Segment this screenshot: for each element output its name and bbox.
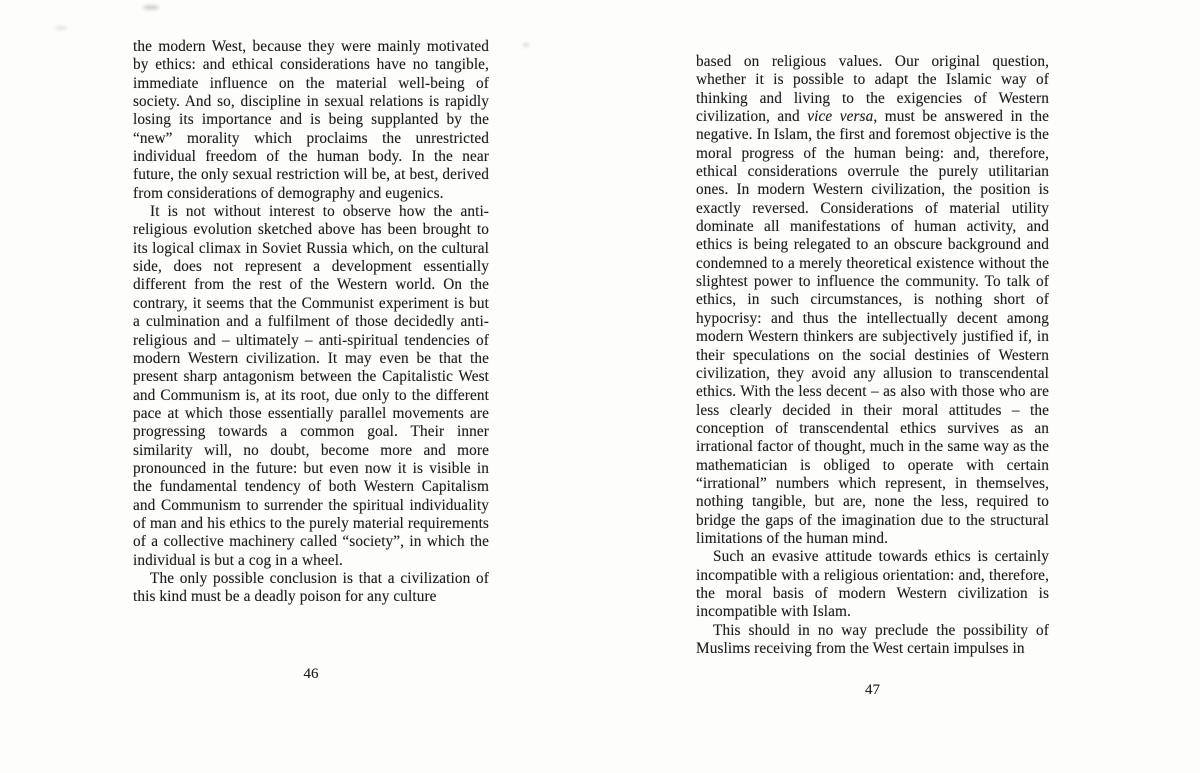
text-run: It is not without interest to observe how the anti-religious evolution sketched above has been brought to its logical climax in Soviet Russia which, on the cultural side, does not represent a development essentially different from the rest of the Western world. On the contrary, it seems that the Communist experiment is but a culmination and a fulfilment of those decidedly anti-religious and – ultimately – anti-spiritual tendencies of modern Western civilization. It may even be that the present sharp antagonism between the Capitalistic West and Communism is, at its root, due only to the different pace at which those essentially parallel movements are progressing towards a common goal. Their inner similarity will, no doubt, become more and more pronounced in the future: but even now it is visible in the fundamental tendency of both Western Capitalism and Communism to surrender the spiritual individuality of man and his ethics to the purely material requirements of a collective machinery called “society”, in which the individual is but a cog in a wheel. [133,203,489,569]
scan-smudge [523,43,529,47]
page-left-text-column [133,38,489,607]
text-run: The only possible conclusion is that a civilization of this kind must be a deadly poison for any culture [133,569,489,606]
text-run: based on religious values. Our original question, whether it is possible to adapt the Islamic way of thinking and living to the exigencies of Western civilization, and [696,53,1049,126]
paragraph [133,570,489,607]
paragraph [696,548,1049,621]
paragraph [133,38,489,203]
scan-smudge [143,5,159,10]
text-run: Such an evasive attitude towards ethics is certainly incompatible with a religious orientation: and, therefore, the moral basis of modern Western civilization is incompatible with Islam. [696,548,1049,621]
scan-smudge [55,26,67,30]
text-run: This should in no way preclude the possibility of Muslims receiving from the West certain impulses in [696,621,1049,657]
page-right-text-column [696,53,1049,658]
paragraph [133,203,489,570]
text-run: the modern West, because they were mainly motivated by ethics: and ethical considerations have no tangible, immediate influence on the material well-being of society. And so, discipline in sexual relations is rapidly losing its importance and is being supplanted by the “new” morality which proclaims the unrestricted individual freedom of the human body. In the near future, the only sexual restriction will be, at best, derived from considerations of demography and eugenics. [133,38,489,202]
page-number-right: 47 [865,682,880,698]
paragraph [696,622,1049,659]
text-run: , must be answered in the negative. In Islam, the first and foremost objective is the moral progress of the human being: and, therefore, ethical considerations overrule the purely utilitarian ones. In modern Western civilization, the position is exactly reversed. Considerations of material utility dominate all manifestations of human activity, and ethics is being relegated to an obscure background and condemned to a merely theoretical existence without the slightest power to influence the community. To talk of ethics, in such circumstances, is nothing short of hypocrisy: and thus the intellectually decent among modern Western thinkers are subjectively justified if, in their speculations on the social destinies of Western civilization, they avoid any allusion to transcendental ethics. With the less decent – as also with those who are less clearly decided in their moral attitudes – the conception of transcendental ethics survives as an irrational factor of thought, much in the same way as the mathematician is obliged to operate with certain “irrational” numbers which represent, in themselves, nothing tangible, but are, none the less, required to bridge the gaps of the imagination due to the structural limitations of the human mind. [696,108,1049,547]
italic-text-run: vice versa [807,108,874,126]
paragraph [696,53,1049,548]
page-number-left: 46 [303,666,319,682]
